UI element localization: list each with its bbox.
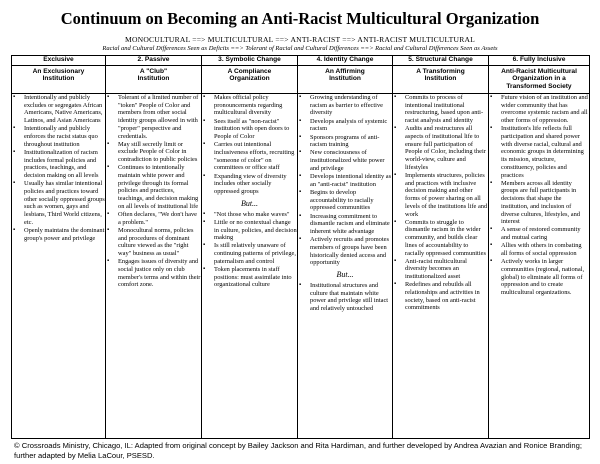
stage-header [12,56,106,94]
stage-header [393,56,489,94]
list-item: ▪ Is still relatively unaware of continuing patterns of privilege, paternalism and control [202,242,297,265]
but-divider: But... [336,269,354,279]
list-item: ▪ New consciousness of institutionalized white power and privilege [298,149,392,172]
stage-cell [393,94,489,439]
list-item: ▪ Develops analysis of systemic racism [298,118,392,133]
list-item: ▪ May still secretly limit or exclude People of Color in contradiction to public policies [106,141,201,164]
list-item: ▪ Sees itself as "non-racist" institution with open doors to People of Color [202,118,297,141]
list-item: ▪ Implements structures, policies and practices with inclusive decision making and other forms of power sharing on all levels of the institutions life and work [393,172,488,218]
list-item: ▪ Actively works in larger communities (regional, national, global) to eliminate all forms of oppression and to create multicultural organizations. [489,258,589,297]
stage-cell [106,94,202,439]
list-item: ▪ Institutional structures and culture that maintain white power and privilege still intact and relatively untouched [298,282,392,313]
list-item: ▪ Members across all identity groups are full participants in decisions that shape the institution, and inclusion of diverse cultures, lifestyles, and interest [489,180,589,226]
list-item: ▪ Allies with others in combating all forms of social oppression [489,242,589,257]
bullet-list [393,94,488,312]
list-item: ▪ Tolerant of a limited number of "token" People of Color and members from other social identity groups allowed in with "proper" perspective and credentials. [106,94,201,140]
bullet-list [106,94,201,289]
list-item: ▪ Monocultural norms, policies and procedures of dominant culture viewed as the "right way" business as usual" [106,227,201,258]
list-item: ▪ Carries out intentional inclusiveness efforts, recruiting "someone of color" on committees or office staff [202,141,297,172]
list-item: ▪ Institutionalization of racism includes formal policies and practices, teachings, and decision making on all levels [12,149,105,180]
list-item: ▪ Expanding view of diversity includes other socially oppressed groups [202,173,297,196]
stage-cell [298,94,393,439]
header-divider [106,65,201,66]
stage-cell [202,94,298,439]
bullet-list [202,94,297,196]
stage-name-line: An Affirming [325,67,365,75]
stage-name-line: A Compliance [227,67,272,75]
stage-cell [12,94,106,439]
list-item: ▪ "Not those who make waves" [202,211,297,219]
list-item: ▪ Intentionally and publicly enforces the racist status quo throughout institution [12,125,105,148]
but-divider: But... [240,198,259,208]
header-divider [12,65,105,66]
list-item: ▪ Token placements in staff positions: must assimilate into organizational culture [202,266,297,289]
stage-header [106,56,202,94]
header-divider [202,65,297,66]
continuum-tagline: Racial and Cultural Differences Seen as Deficits ==> Tolerant of Racial and Cultural Differences ==> Racial and Cultural Differences Seen as Assets [102,45,498,52]
bullet-list [298,94,392,267]
list-item: ▪ Begins to develop accountability to racially oppressed communities [298,189,392,212]
header-row [12,56,590,94]
stage-header [202,56,298,94]
stage-label: 5. Structural Change [408,56,473,63]
stage-name-line: Institution [329,75,361,83]
list-item: ▪ A sense of restored community and mutual caring [489,226,589,241]
list-item: ▪ Little or no contextual change in culture, policies, and decision making [202,219,297,242]
list-item: ▪ Sponsors programs of anti-racism training [298,134,392,149]
list-item: ▪ Makes official policy pronouncements regarding multicultural diversity [202,94,297,117]
list-item: ▪ Growing understanding of racism as barrier to effective diversity [298,94,392,117]
stage-name-line: An Exclusionary [32,67,85,75]
list-item: ▪ Commits to process of intentional institutional restructuring, based upon anti-racist analysis and identity [393,94,488,125]
stage-label: Exclusive [43,56,74,63]
header-divider [489,65,589,66]
list-item: ▪ Commits to struggle to dismantle racism in the wider community, and builds clear lines of accountability to racially oppressed communities [393,219,488,258]
stage-name-line: Organization [229,75,270,83]
bullet-list [12,94,105,242]
list-item: ▪ Increasing commitment to dismantle racism and eliminate inherent white advantage [298,213,392,236]
list-item: ▪ Usually has similar intentional policies and practices toward other socially oppressed groups such as women, gays and lesbians, Third World citizens, etc. [12,180,105,226]
stage-label: 6. Fully Inclusive [512,56,566,63]
list-item: ▪ Engages issues of diversity and social justice only on club member's terms and within their comfort zone. [106,258,201,289]
page-title: Continuum on Becoming an Anti-Racist Multicultural Organization [60,9,540,28]
list-item: ▪ Institution's life reflects full participation and shared power with diverse racial, cultural and economic groups in determining its mission, structure, constituency, policies and practices [489,125,589,179]
stage-label: 2. Passive [137,56,170,63]
list-item: ▪ Intentionally and publicly excludes or segregates African Americans, Native Americans, Latinos, and Asian Americans [12,94,105,125]
stage-name-line: Transformed Society [506,82,572,90]
stage-header [298,56,393,94]
stage-name-line: Institution [137,75,170,83]
stage-header [489,56,590,94]
stage-cell [489,94,590,439]
list-item: ▪ Openly maintains the dominant group's power and privilege [12,227,105,242]
list-item: ▪ Anti-racist multicultural diversity becomes an institutionalized asset [393,258,488,281]
stage-name-line: Institution [42,75,75,83]
continuum-table [11,55,590,439]
stage-name-line: A "Club" [139,67,168,75]
list-item: ▪ Future vision of an institution and wider community that has overcome systemic racism and all other forms of oppression. [489,94,589,125]
stage-name-line: Anti-Racist Multicultural Organization in a [501,67,577,83]
list-item: ▪ Redefines and rebuilds all relationships and activities in society, based on anti-racist commitments [393,281,488,312]
list-item: ▪ Continues to intentionally maintain white power and privilege through its formal policies and practices, teachings, and decision making on all levels of institutional life [106,164,201,210]
stage-name-line: A Transforming [416,67,465,75]
bullet-list [202,211,297,290]
stage-name-line: Institution [424,75,457,83]
credit-footer: © Crossroads Ministry, Chicago, IL: Adapted from original concept by Bailey Jackson and Rita Hardiman, and further developed by Andrea Avazian and Ronice Branding; further adapted by Melia LaCour, PSESD. [14,441,582,460]
content-row [12,94,590,439]
header-divider [298,65,392,66]
list-item: ▪ Develops intentional identity as an "anti-racist" institution [298,173,392,188]
bullet-list [489,94,589,297]
list-item: ▪ Often declares, "We don't have a problem." [106,211,201,226]
stage-label: 4. Identity Change [316,56,374,63]
header-divider [393,65,488,66]
stage-label: 3. Symbolic Change [218,56,281,63]
bullet-list [298,282,392,313]
continuum-subtitle: MONOCULTURAL ==> MULTICULTURAL ==> ANTI-RACIST ==> ANTI-RACIST MULTICULTURAL [125,35,475,44]
list-item: ▪ Actively recruits and promotes members of groups have been historically denied access and opportunity [298,236,392,267]
list-item: ▪ Audits and restructures all aspects of institutional life to ensure full participation of People of Color, including their world-view, culture and lifestyles [393,125,488,171]
